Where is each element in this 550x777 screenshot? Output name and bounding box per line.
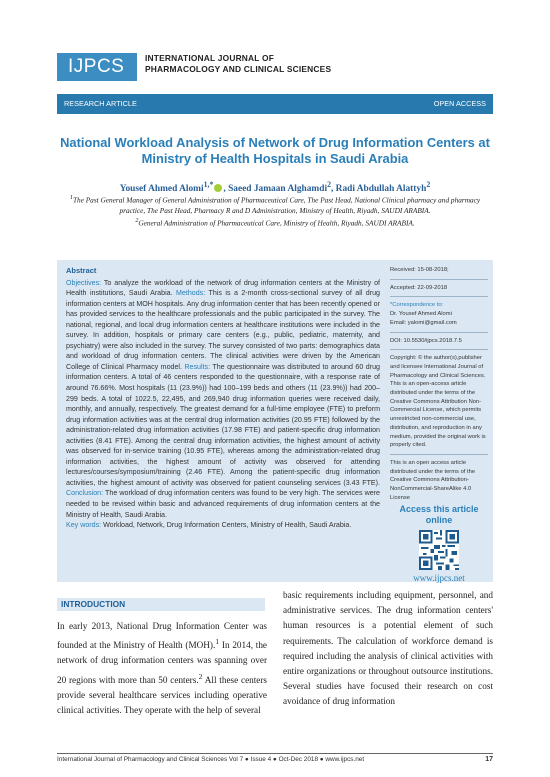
keywords-label: Key words:	[66, 521, 102, 530]
received-date: Received: 15-08-2018;	[390, 267, 449, 273]
citation-2[interactable]: 2	[198, 671, 203, 681]
body-column-right: basic requirements including equipment, personnel, and administrative services. The drug information centers' human resources is a potential element of such requirements. The calculation of workforce demand is required including the analysis of clinical activities with entire organizations or throughout outsource institutions. Several studies have focused their research on cost avoidance of drug information	[283, 590, 493, 707]
citation-1[interactable]: 1	[215, 637, 220, 647]
results-text: The questionnaire was distributed to around 60 drug information centers. A total of 46 centers responded to the questionnaire, with a response rate of around 76.66%. Most hospitals (11 (23.9%)) had 100–199 beds and others (11 (23.9%)) had 200–299 beds. A total of 1022.5, 22,495, and 269,940 drug information queries were received daily, monthly, and annually, respectively. The greatest demand for a full-time employee (FTE) to preform drug information activities was at the central drug information activities (20.95 FTE) followed by the administration-related drug information activities (17.98 FTE) and patient-specific drug information activities (8.41 FTE). Among the central drug information activities, the highest amount of activity was observed for in-service training (10.95 FTE), whereas among the administration-related drug information activities, the highest amount of activity was observed for attending lectures/courses/symposium/training (2.46 FTE). Among the patient-specific drug information activities, the highest amount of activity was observed for patient counseling services (3.43 FTE).	[66, 362, 380, 487]
affiliation-1: $^1$The Past General Manager of General Administration of Pharmaceutical Care, The Past Head, National Clinical pharmacy and pharmacy practice, The Past Head, Pharmacy R and D Administration, Ministry of Health, Riyadh, SAUDI ARABIA.	[69, 195, 481, 215]
qr-code-icon[interactable]	[419, 530, 459, 570]
copyright-text: Copyright: © the author(s),publisher and licensee International Journal of Pharmacology and Clinical Sciences. This is an open-access article distributed under the terms of the Creative Commons Attribution Non-Commercial License, which permits unrestricted non-commercial use, distribution, and reproduction in any medium, provided the original work is properly cited.	[390, 355, 486, 449]
doi[interactable]: DOI: 10.5530/ijpcs.2018.7.5	[390, 337, 462, 344]
journal-website-link[interactable]: www.ijpcs.net	[413, 573, 465, 584]
open-access-label: OPEN ACCESS	[433, 99, 486, 108]
section-heading-introduction: INTRODUCTION	[57, 598, 265, 611]
journal-name-line1: INTERNATIONAL JOURNAL OF	[145, 53, 275, 63]
license-text: This is an open access article distributed under the terms of the Creative Commons Attribution-NonCommercial-ShareAlike 4.0 License	[390, 459, 476, 501]
methods-text: This is a 2-month cross-sectional survey of all drug information centers at MOH hospitals. Any drug information center that has been recently opened or has provided services to the healthcare professionals and the public participated in the survey. The national, regional, and local drug information centers at healthcare institutions were included in the survey. In addition, hospitals or primary care centers (e.g., public, pediatric, maternity, and psychiatry) were also included in the survey. The survey consisted of two parts: demographics data and workload of drug information centers. The clinical activities were driven by the American College of Clinical Pharmacy model.	[66, 289, 381, 371]
author-list	[57, 180, 493, 194]
abstract-text	[66, 266, 380, 531]
objectives-label: Objectives:	[66, 278, 102, 287]
journal-name	[145, 53, 331, 75]
article-type-banner	[57, 94, 493, 114]
author-3-sup: 2	[426, 180, 431, 189]
results-label: Results:	[184, 362, 211, 371]
article-info-sidebar	[390, 266, 488, 583]
abstract-panel	[57, 260, 493, 582]
author-1-sup: 1,*	[203, 180, 214, 189]
journal-logo: IJPCS	[57, 53, 137, 81]
author-2-sup: 2	[327, 180, 331, 189]
conclusion-label: Conclusion:	[66, 489, 104, 498]
orcid-icon[interactable]	[214, 184, 222, 192]
objectives-text: To analyze the workload of the network of drug information centers at the Ministry of Health institutions, Saudi Arabia.	[66, 278, 380, 298]
author-3: , Radi Abdullah Alattyh	[330, 184, 427, 195]
author-2: , Saeed Jamaan Alghamdi	[223, 184, 328, 195]
body-column-left: In early 2013, National Drug Information Center was founded at the Ministry of Health (MOH).$^1$ In 2014, the network of drug information centers was spanning over 20 regions with more than 50 centers.$^2$ All these centers provide several healthcare services including operative clinical activities. They operate with the help of several	[57, 621, 268, 716]
sidebar-divider	[390, 296, 488, 297]
correspondence-name: Dr. Yousef Ahmed Alomi	[390, 311, 452, 318]
conclusion-text: The workload of drug information centers was found to be very high. The services were needed to be revised within basic and advanced requirements of drug information centers at the Ministry of Health, Saudi Arabia.	[66, 489, 380, 519]
sidebar-divider	[390, 454, 488, 455]
access-online-title: Access this article online	[399, 504, 479, 526]
methods-label: Methods:	[176, 289, 206, 298]
sidebar-divider	[390, 279, 488, 280]
affiliations	[57, 193, 493, 229]
abstract-heading: Abstract	[66, 266, 97, 275]
journal-name-line2: PHARMACOLOGY AND CLINICAL SCIENCES	[145, 64, 332, 74]
sidebar-divider	[390, 332, 488, 333]
article-type-label: RESEARCH ARTICLE	[64, 99, 137, 108]
correspondence-label: *Correspondence to:	[390, 302, 444, 309]
page-number: 17	[485, 756, 493, 763]
correspondence-email[interactable]: Email: yalomi@gmail.com	[390, 319, 457, 326]
article-title: National Workload Analysis of Network of Drug Information Centers at Ministry of Health Hospitals in Saudi Arabia	[60, 135, 490, 166]
affiliation-2: $^2$General Administration of Pharmaceutical Care, Ministry of Health, Riyadh, SAUDI ARABIA.	[135, 218, 415, 228]
sidebar-divider	[390, 349, 488, 350]
keywords-text: Workload, Network, Drug Information Centers, Ministry of Health, Saudi Arabia.	[101, 521, 352, 530]
page-footer	[57, 756, 493, 763]
author-1: Yousef Ahmed Alomi	[119, 184, 204, 195]
footer-citation: International Journal of Pharmacology and Clinical Sciences Vol 7 ● Issue 4 ● Oct-Dec 2018 ● www.ijpcs.net	[57, 756, 365, 763]
accepted-date: Accepted: 22-09-2018	[390, 284, 448, 291]
footer-divider	[57, 753, 493, 754]
